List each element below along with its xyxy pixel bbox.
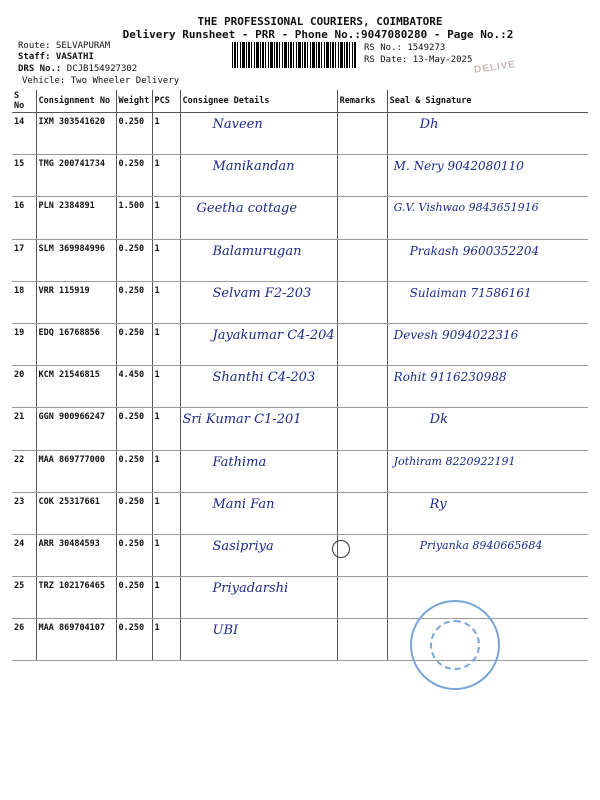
consignee-handwriting: Mani Fan	[212, 496, 275, 512]
cell-sno: 26	[12, 619, 36, 661]
cell-consignment: VRR 115919	[36, 281, 116, 323]
cell-signature	[387, 323, 588, 365]
col-header-remarks: Remarks	[337, 90, 387, 113]
signature-handwriting: Dh	[419, 117, 439, 132]
cell-consignee	[180, 366, 337, 408]
signature-handwriting: Sulaiman 71586161	[409, 285, 532, 300]
cell-consignment: TMG 200741734	[36, 155, 116, 197]
cell-signature	[387, 366, 588, 408]
sheet-subtitle: Delivery Runsheet - PRR - Phone No.:9047080280 - Page No.:2	[122, 28, 514, 41]
company-seal-stamp	[410, 600, 500, 690]
cell-remarks	[337, 113, 387, 155]
table-row	[12, 155, 588, 197]
cell-signature	[387, 113, 588, 155]
table-row	[12, 281, 588, 323]
delivered-stamp: DELIVE	[473, 59, 517, 76]
cell-remarks	[337, 366, 387, 408]
consignee-handwriting: Jayakumar C4-204	[212, 327, 335, 343]
table-row	[12, 323, 588, 365]
table-row	[12, 534, 588, 576]
signature-handwriting: Rohit 9116230988	[393, 370, 507, 385]
table-row	[12, 492, 588, 534]
cell-consignee	[180, 534, 337, 576]
sheet-title: THE PROFESSIONAL COURIERS, COIMBATORE	[197, 15, 443, 28]
cell-remarks	[337, 450, 387, 492]
cell-pcs: 1	[152, 450, 180, 492]
cell-signature	[387, 155, 588, 197]
cell-pcs: 1	[152, 619, 180, 661]
cell-consignment: COK 25317661	[36, 492, 116, 534]
cell-pcs: 1	[152, 281, 180, 323]
cell-consignee	[180, 492, 337, 534]
cell-consignment: PLN 2384891	[36, 197, 116, 239]
table-row	[12, 366, 588, 408]
cell-pcs: 1	[152, 492, 180, 534]
table-row	[12, 197, 588, 239]
cell-consignee	[180, 323, 337, 365]
cell-signature	[387, 534, 588, 576]
cell-consignee	[180, 113, 337, 155]
cell-consignment: KCM 21546815	[36, 366, 116, 408]
cell-weight: 0.250	[116, 577, 152, 619]
cell-sno: 16	[12, 197, 36, 239]
cell-consignee	[180, 408, 337, 450]
cell-weight: 0.250	[116, 492, 152, 534]
cell-consignment: MAA 869777000	[36, 450, 116, 492]
barcode-image	[232, 42, 356, 68]
cell-signature	[387, 197, 588, 239]
consignee-handwriting: Naveen	[212, 117, 263, 132]
table-row	[12, 577, 588, 619]
seal-inner-ring	[430, 620, 480, 670]
cell-signature	[387, 281, 588, 323]
cell-weight: 1.500	[116, 197, 152, 239]
cell-pcs: 1	[152, 577, 180, 619]
rs-number: RS No.: 1549273	[364, 43, 446, 53]
drs-value: DCJB154927302	[66, 64, 138, 74]
cell-pcs: 1	[152, 534, 180, 576]
cell-sno: 23	[12, 492, 36, 534]
cell-remarks	[337, 239, 387, 281]
col-header-weight: Weight	[116, 90, 152, 113]
cell-weight: 0.250	[116, 450, 152, 492]
signature-handwriting: Priyanka 8940665684	[419, 538, 543, 552]
cell-remarks	[337, 619, 387, 661]
cell-remarks	[337, 323, 387, 365]
cell-sno: 22	[12, 450, 36, 492]
cell-consignee	[180, 197, 337, 239]
cell-sno: 21	[12, 408, 36, 450]
cell-remarks	[337, 197, 387, 239]
cell-consignment: EDQ 16768856	[36, 323, 116, 365]
consignee-handwriting: Sri Kumar C1-201	[182, 412, 302, 428]
cell-sno: 25	[12, 577, 36, 619]
consignee-handwriting: UBI	[212, 623, 239, 639]
consignee-handwriting: Manikandan	[212, 159, 295, 175]
signature-handwriting: Devesh 9094022316	[393, 327, 519, 342]
route-label: Route: SELVAPURAM	[18, 41, 111, 51]
table-header-row	[12, 90, 588, 113]
cell-weight: 0.250	[116, 155, 152, 197]
drs-number	[18, 64, 137, 74]
cell-weight: 4.450	[116, 366, 152, 408]
consignee-handwriting: Balamurugan	[212, 243, 302, 259]
consignee-handwriting: Fathima	[212, 454, 267, 470]
cell-consignee	[180, 281, 337, 323]
cell-remarks	[337, 155, 387, 197]
col-header-consignment: Consignment No	[36, 90, 116, 113]
cell-sno: 24	[12, 534, 36, 576]
circled-mark	[332, 540, 350, 558]
cell-signature	[387, 492, 588, 534]
staff-label: Staff: VASATHI	[18, 52, 94, 62]
signature-handwriting: Prakash 9600352204	[409, 243, 540, 258]
cell-weight: 0.250	[116, 239, 152, 281]
cell-signature	[387, 408, 588, 450]
consignee-handwriting: Shanthi C4-203	[212, 370, 316, 386]
cell-sno: 20	[12, 366, 36, 408]
cell-consignee	[180, 450, 337, 492]
table-row	[12, 619, 588, 661]
cell-pcs: 1	[152, 239, 180, 281]
cell-signature	[387, 577, 588, 619]
cell-pcs: 1	[152, 366, 180, 408]
signature-handwriting: M. Nery 9042080110	[393, 159, 524, 174]
cell-sno: 18	[12, 281, 36, 323]
table-row	[12, 408, 588, 450]
runsheet-table	[12, 90, 588, 661]
col-header-consignee: Consignee Details	[180, 90, 337, 113]
consignee-handwriting: Selvam F2-203	[212, 285, 312, 301]
cell-consignee	[180, 239, 337, 281]
cell-pcs: 1	[152, 408, 180, 450]
rs-date: RS Date: 13-May-2025	[364, 55, 473, 65]
table-row	[12, 113, 588, 155]
cell-consignment: ARR 30484593	[36, 534, 116, 576]
consignee-handwriting: Sasipriya	[212, 538, 274, 554]
cell-consignment: MAA 869704107	[36, 619, 116, 661]
signature-handwriting: G.V. Vishwao 9843651916	[393, 201, 539, 215]
signature-handwriting: Dk	[429, 412, 448, 428]
cell-sno: 17	[12, 239, 36, 281]
cell-pcs: 1	[152, 155, 180, 197]
cell-consignment: GGN 900966247	[36, 408, 116, 450]
cell-remarks	[337, 492, 387, 534]
cell-weight: 0.250	[116, 281, 152, 323]
cell-consignment: IXM 303541620	[36, 113, 116, 155]
consignee-handwriting: Priyadarshi	[212, 581, 289, 597]
cell-weight: 0.250	[116, 323, 152, 365]
cell-sno: 14	[12, 113, 36, 155]
cell-consignee	[180, 619, 337, 661]
cell-pcs: 1	[152, 323, 180, 365]
cell-signature	[387, 239, 588, 281]
cell-consignee	[180, 155, 337, 197]
cell-weight: 0.250	[116, 408, 152, 450]
vehicle-label: Vehicle: Two Wheeler Delivery	[22, 76, 180, 86]
col-header-sno: S No	[12, 90, 36, 113]
consignee-handwriting: Geetha cottage	[196, 201, 298, 217]
cell-remarks	[337, 408, 387, 450]
signature-handwriting: Ry	[429, 496, 447, 512]
cell-consignment: TRZ 102176465	[36, 577, 116, 619]
table-row	[12, 239, 588, 281]
cell-sno: 15	[12, 155, 36, 197]
drs-label: DRS No.:	[18, 64, 62, 74]
cell-weight: 0.250	[116, 534, 152, 576]
col-header-pcs: PCS	[152, 90, 180, 113]
cell-weight: 0.250	[116, 619, 152, 661]
cell-consignee	[180, 577, 337, 619]
cell-signature	[387, 450, 588, 492]
table-row	[12, 450, 588, 492]
cell-pcs: 1	[152, 197, 180, 239]
cell-pcs: 1	[152, 113, 180, 155]
cell-weight: 0.250	[116, 113, 152, 155]
cell-remarks	[337, 577, 387, 619]
cell-consignment: SLM 369984996	[36, 239, 116, 281]
cell-remarks	[337, 281, 387, 323]
signature-handwriting: Jothiram 8220922191	[393, 454, 516, 468]
cell-sno: 19	[12, 323, 36, 365]
col-header-seal: Seal & Signature	[387, 90, 588, 113]
